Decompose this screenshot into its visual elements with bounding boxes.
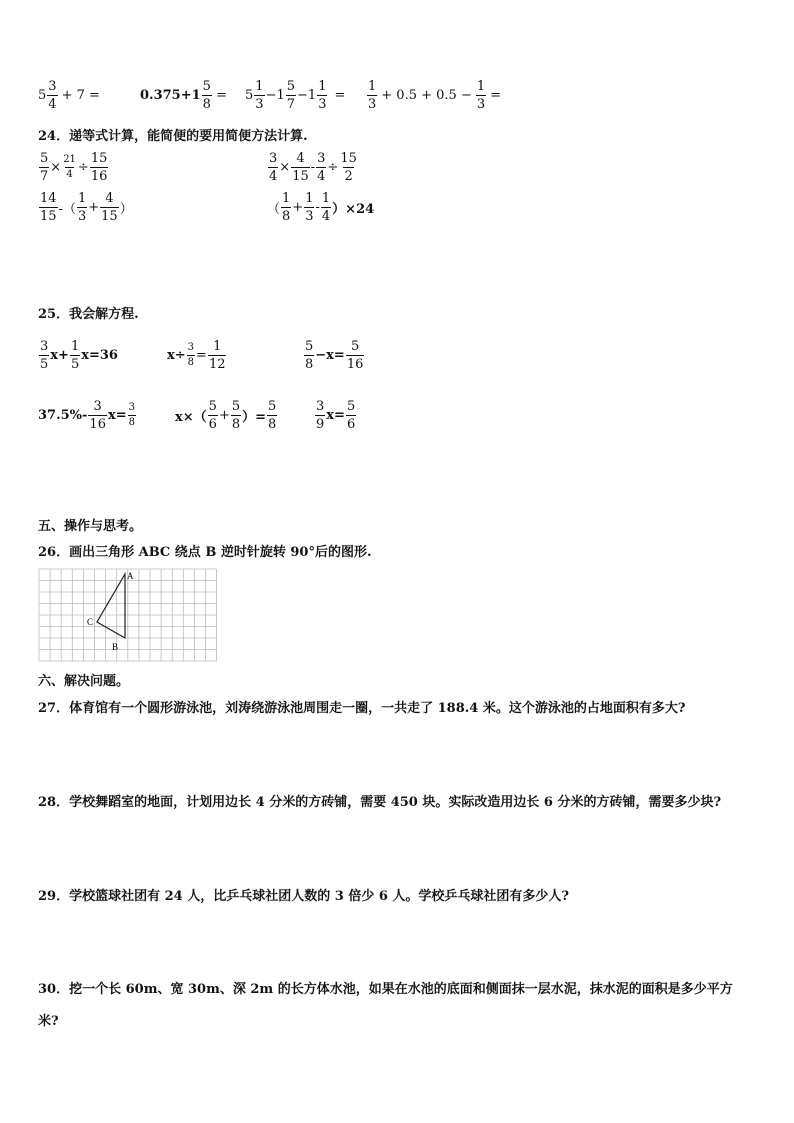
fraction: $\frac{3}{8}$ bbox=[187, 342, 195, 368]
expr-text: x=36 bbox=[81, 348, 118, 363]
expr-text: 37.5%- bbox=[38, 408, 88, 423]
q24-expr-b bbox=[267, 152, 359, 183]
fraction: $\frac{5}{8}$ bbox=[305, 339, 314, 372]
q25-title: 25．我会解方程. bbox=[38, 307, 139, 322]
operator: × bbox=[50, 160, 62, 175]
section-6-heading: 六、解决问题。 bbox=[38, 674, 130, 689]
fraction: $\frac{4}{15}$ bbox=[292, 151, 309, 184]
fraction: $\frac{1}{5}$ bbox=[70, 339, 80, 372]
operator: ）×24 bbox=[332, 202, 375, 217]
expr-text: −x= bbox=[315, 348, 345, 363]
q24-expr-c bbox=[38, 192, 133, 223]
expr-text: x×（ bbox=[175, 410, 207, 425]
fraction: $\frac{5}{6}$ bbox=[208, 399, 217, 432]
q27-text: 27．体育馆有一个圆形游泳池，刘涛绕游泳池周围走一圈，一共走了 188.4 米。这个游泳池的占地面积有多大? bbox=[38, 701, 686, 716]
fraction: $\frac{3}{8}$ bbox=[128, 402, 135, 428]
expr-text: x÷ bbox=[167, 348, 186, 363]
fraction: $\frac{14}{15}$ bbox=[40, 191, 57, 224]
expr-tail: = bbox=[215, 88, 227, 103]
fraction: $\frac{5}{16}$ bbox=[346, 339, 364, 372]
operator: + bbox=[218, 408, 230, 423]
expr-23-3 bbox=[245, 80, 345, 111]
operator: + bbox=[292, 200, 304, 215]
fraction: $\frac{1}{3}$ bbox=[318, 79, 327, 112]
expr-text: 0.375+1 bbox=[140, 88, 201, 103]
section-5-heading: 五、操作与思考。 bbox=[38, 519, 143, 534]
fraction: $\frac{5}{7}$ bbox=[40, 151, 49, 184]
expr-text: x+ bbox=[50, 348, 69, 363]
q25-eq-f bbox=[314, 400, 357, 431]
fraction: $\frac{15}{2}$ bbox=[340, 151, 357, 184]
expr-text: + 0.5 + 0.5 − bbox=[381, 88, 472, 103]
operator: -（ bbox=[58, 202, 76, 217]
q24-expr-d bbox=[267, 192, 374, 223]
operator: - bbox=[315, 200, 320, 215]
fraction: $\frac{15}{16}$ bbox=[90, 151, 108, 184]
expr-tail: = bbox=[490, 88, 502, 103]
fraction: $\frac{1}{12}$ bbox=[208, 339, 226, 372]
expr-23-4 bbox=[366, 80, 501, 111]
q30-text-line1: 30．挖一个长 60m、宽 30m、深 2m 的长方体水池，如果在水池的底面和侧面抹一层水泥，抹水泥的面积是多少平方 bbox=[38, 982, 733, 997]
operator: ÷ bbox=[327, 160, 339, 175]
q24-expr-a bbox=[38, 152, 109, 183]
q25-eq-d bbox=[38, 400, 137, 431]
expr-tail: + 7 = bbox=[61, 88, 100, 103]
operator: - bbox=[310, 160, 316, 175]
rotation-grid bbox=[38, 568, 218, 663]
whole: −1 bbox=[265, 88, 285, 103]
fraction: $\frac{1}{3}$ bbox=[476, 79, 486, 112]
label-a: A bbox=[127, 571, 134, 581]
operator: × bbox=[279, 160, 291, 175]
operator: （ bbox=[267, 202, 281, 217]
expr-text: x= bbox=[107, 408, 127, 423]
fraction: $\frac{5}{6}$ bbox=[346, 399, 356, 432]
fraction: $\frac{1}{3}$ bbox=[368, 79, 377, 112]
operator: ） bbox=[119, 202, 133, 217]
fraction: $\frac{1}{3}$ bbox=[77, 191, 87, 224]
q26-text: 26．画出三角形 ABC 绕点 B 逆时针旋转 90°后的图形. bbox=[38, 545, 372, 560]
q25-eq-c bbox=[303, 340, 365, 371]
q25-eq-b bbox=[167, 340, 227, 371]
operator: = bbox=[196, 348, 207, 363]
triangle-abc bbox=[97, 574, 125, 638]
fraction: $\frac{1}{3}$ bbox=[305, 191, 314, 224]
fraction: $\frac{5}{8}$ bbox=[231, 399, 241, 432]
whole: −1 bbox=[297, 88, 317, 103]
q25-eq-e bbox=[175, 400, 278, 431]
fraction: $\frac{1}{8}$ bbox=[282, 191, 291, 224]
expr-text: x= bbox=[326, 408, 345, 423]
fraction: $\frac{5}{7}$ bbox=[286, 79, 296, 112]
fraction: $\frac{3}{9}$ bbox=[316, 399, 325, 432]
label-c: C bbox=[87, 617, 94, 627]
expr-23-2 bbox=[140, 80, 227, 111]
whole: 5 bbox=[38, 88, 47, 103]
q24-title: 24．递等式计算，能简便的要用简便方法计算. bbox=[38, 129, 308, 144]
expr-tail: = bbox=[334, 88, 346, 103]
fraction: $\frac{21}{4}$ bbox=[63, 154, 76, 180]
q30-text-line2: 米? bbox=[38, 1014, 59, 1029]
operator: ÷ bbox=[77, 160, 89, 175]
fraction: $\frac{5}{8}$ bbox=[268, 399, 277, 432]
fraction: $\frac{3}{4}$ bbox=[317, 151, 326, 184]
fraction: $\frac{1}{4}$ bbox=[321, 191, 331, 224]
expr-text: ）= bbox=[242, 410, 267, 425]
operator: + bbox=[88, 200, 100, 215]
q28-text: 28．学校舞蹈室的地面，计划用边长 4 分米的方砖铺，需要 450 块。实际改造用边长 6 分米的方砖铺，需要多少块? bbox=[38, 795, 722, 810]
whole: 5 bbox=[245, 88, 254, 103]
fraction: $\frac{3}{4}$ bbox=[269, 151, 278, 184]
fraction: $\frac{3}{4}$ bbox=[48, 79, 57, 112]
fraction: $\frac{3}{5}$ bbox=[40, 339, 49, 372]
label-b: B bbox=[112, 642, 119, 652]
fraction: $\frac{5}{8}$ bbox=[202, 79, 211, 112]
fraction: $\frac{4}{15}$ bbox=[101, 191, 118, 224]
q29-text: 29．学校篮球社团有 24 人，比乒乓球社团人数的 3 倍少 6 人。学校乒乓球社团有多少人? bbox=[38, 889, 570, 904]
expr-23-1 bbox=[38, 80, 100, 111]
fraction: $\frac{1}{3}$ bbox=[255, 79, 264, 112]
q25-eq-a bbox=[38, 340, 118, 371]
fraction: $\frac{3}{16}$ bbox=[89, 399, 106, 432]
